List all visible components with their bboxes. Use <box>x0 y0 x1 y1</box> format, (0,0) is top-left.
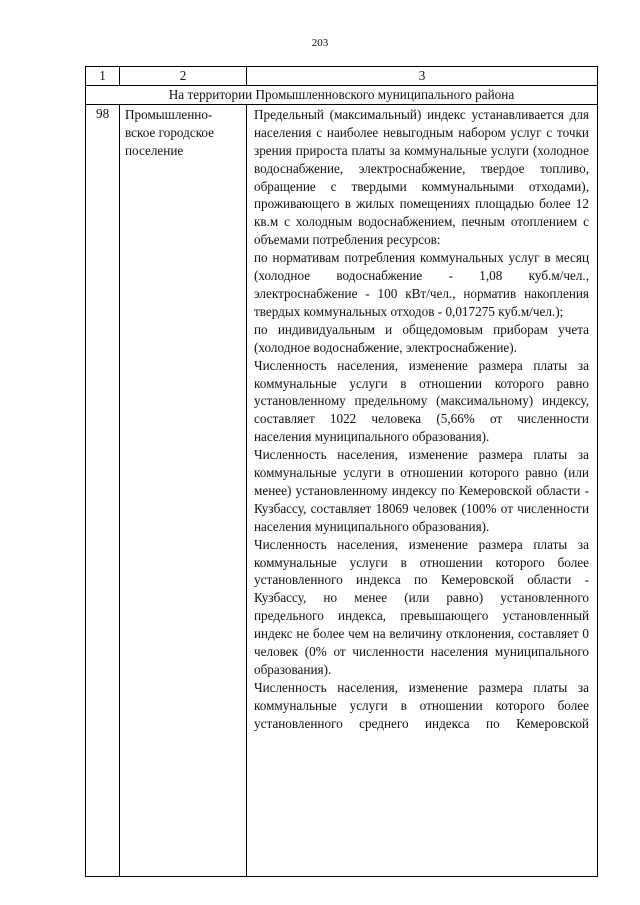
paragraph-norms: по нормативам потребления коммунальных услуг в месяц (холодное водоснабжение - 1,08 куб.м/чел., электроснабжение - 100 кВт/чел., норматив накопления твердых коммунальных отходов - 0,017275 куб.м/чел.); <box>254 250 589 319</box>
paragraph-population-deviation: Численность населения, изменение размера платы за коммунальные услуги в отношении которого более установленного индекса по Кемеровской области - Кузбассу, но менее (или равно) установленного предельного индекса, превышающего установленный индекс не более чем на величину отклонения, составляет 0 человек (0% от численности населения муниципального образования). <box>254 536 589 677</box>
header-col-1: 1 <box>86 67 120 86</box>
table-row <box>86 104 598 876</box>
row-number: 98 <box>86 104 120 876</box>
paragraph-population-max-index: Численность населения, изменение размера платы за коммунальные услуги в отношении которого равно установленному предельному (максимальному) индексу, составляет 1022 человека (5,66% от численности населения муниципального образования). <box>254 357 589 445</box>
paragraph-population-regional-index: Численность населения, изменение размера платы за коммунальные услуги в отношении которого равно (или менее) установленному индексу по Кемеровской области - Кузбассу, составляет 18069 человек (100% от численности населения муниципального образования). <box>254 447 589 534</box>
paragraph-population-average-index: Численность населения, изменение размера платы за коммунальные услуги в отношении которого более установленного среднего индекса по Кемеровской <box>254 679 589 731</box>
tariff-table <box>85 66 598 877</box>
page-number: 203 <box>311 37 329 49</box>
region-title: На территории Промышленновского муниципального района <box>86 85 598 104</box>
paragraph-index-definition: Предельный (максимальный) индекс устанавливается для населения с наиболее невыгодным набором услуг с точки зрения прироста платы за коммунальные услуги (холодное водоснабжение, электроснабжение, твердое топливо, обращение с твердыми коммунальными отходами), проживающего в жилых помещениях площадью более 12 кв.м с холодным водоснабжением, печным отоплением с объемами потребления ресурсов: <box>254 106 589 248</box>
header-col-2: 2 <box>120 67 247 86</box>
municipality-name: Промышленно-вское городское поселение <box>120 104 247 876</box>
row-description <box>247 104 598 876</box>
paragraph-meters: по индивидуальным и общедомовым приборам учета (холодное водоснабжение, электроснабжение). <box>254 321 589 355</box>
header-row <box>86 67 598 86</box>
region-row <box>86 85 598 104</box>
header-col-3: 3 <box>247 67 598 86</box>
